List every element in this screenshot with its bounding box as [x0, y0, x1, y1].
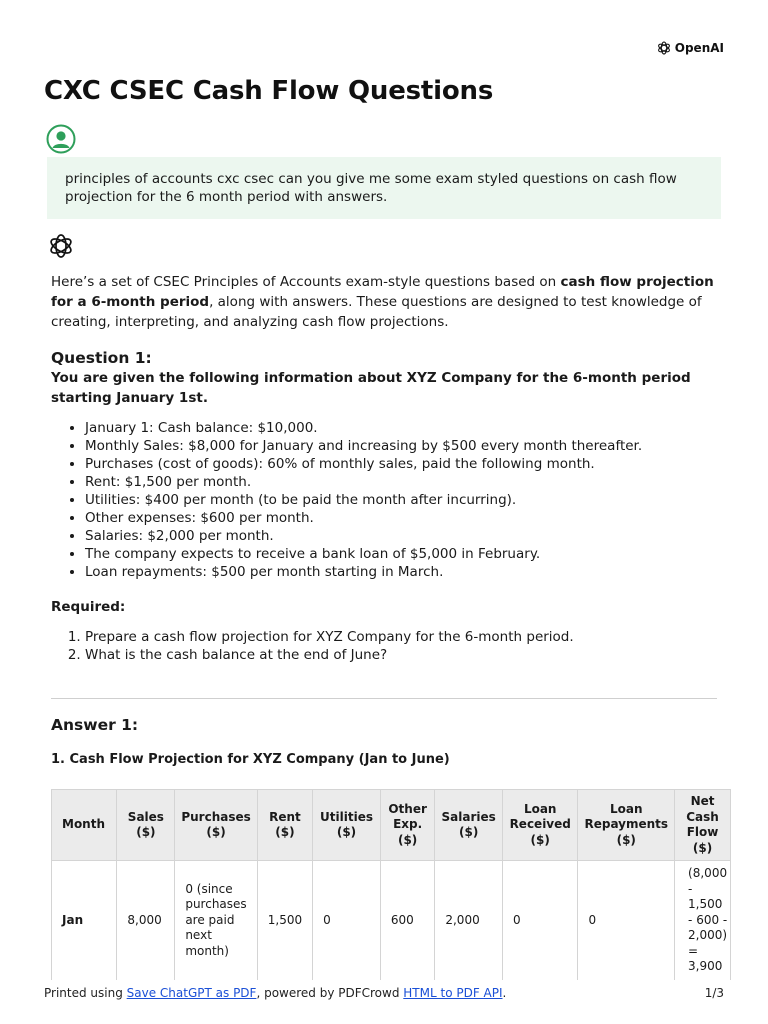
table-header: Salaries ($)	[435, 790, 503, 861]
footer	[44, 986, 724, 1000]
table-header: Loan Received ($)	[502, 790, 578, 861]
table-header: Other Exp. ($)	[380, 790, 434, 861]
footer-credit: Printed using Save ChatGPT as PDF, powered by PDFCrowd HTML to PDF API.	[44, 986, 507, 1000]
question-heading: Question 1:	[51, 349, 152, 367]
table-cell: 0	[502, 861, 578, 981]
answer-heading: Answer 1:	[51, 716, 139, 734]
table-cell: 2,000	[435, 861, 503, 981]
table-header-row	[52, 790, 731, 861]
table-cell: 0	[578, 861, 675, 981]
chatgpt-avatar-icon	[47, 232, 75, 260]
user-avatar-icon	[46, 124, 76, 154]
table-cell: Jan	[52, 861, 117, 981]
table-cell: 8,000	[117, 861, 175, 981]
openai-logo-icon	[656, 40, 672, 56]
table-header: Rent ($)	[257, 790, 312, 861]
list-item: • Other expenses: $600 per month.	[85, 509, 721, 527]
list-item: • Monthly Sales: $8,000 for January and increasing by $500 every month thereafter.	[85, 437, 721, 455]
question-text: You are given the following information about XYZ Company for the 6-month period starting January 1st.	[51, 370, 691, 406]
list-item: • Salaries: $2,000 per month.	[85, 527, 721, 545]
openai-brand	[656, 40, 724, 56]
list-item: 1. Prepare a cash flow projection for XYZ Company for the 6-month period.	[85, 628, 721, 646]
table-header: Month	[52, 790, 117, 861]
table-cell: (8,000 - 1,500 - 600 - 2,000) = 3,900	[675, 861, 731, 981]
required-list	[51, 628, 721, 664]
intro-paragraph: Here’s a set of CSEC Principles of Accounts exam-style questions based on cash flow projection for a 6-month period, along with answers. These questions are designed to test knowledge of creating, interpreting, and analyzing cash flow projections.	[51, 274, 714, 330]
table-header: Utilities ($)	[313, 790, 381, 861]
assistant-response	[51, 272, 721, 664]
list-item: • Loan repayments: $500 per month starting in March.	[85, 563, 721, 581]
required-label: Required:	[51, 599, 126, 615]
page-number: 1/3	[704, 986, 724, 1000]
user-message: principles of accounts cxc csec can you give me some exam styled questions on cash flow projection for the 6 month period with answers.	[47, 157, 721, 219]
list-item: • The company expects to receive a bank loan of $5,000 in February.	[85, 545, 721, 563]
table-header: Net Cash Flow ($)	[675, 790, 731, 861]
list-item: • Rent: $1,500 per month.	[85, 473, 721, 491]
table-row	[52, 861, 731, 981]
list-item: • Purchases (cost of goods): 60% of monthly sales, paid the following month.	[85, 455, 721, 473]
brand-name: OpenAI	[674, 41, 724, 55]
list-item: • Utilities: $400 per month (to be paid the month after incurring).	[85, 491, 721, 509]
page-title: CXC CSEC Cash Flow Questions	[44, 76, 494, 106]
table-cell: 0	[313, 861, 381, 981]
table-cell: 600	[380, 861, 434, 981]
table-cell: 0 (since purchases are paid next month)	[175, 861, 257, 981]
list-item: • January 1: Cash balance: $10,000.	[85, 419, 721, 437]
html-to-pdf-api-link[interactable]: HTML to PDF API	[403, 986, 503, 1000]
list-item: 2. What is the cash balance at the end of June?	[85, 646, 721, 664]
cashflow-table-container	[51, 789, 731, 980]
table-header: Loan Repayments ($)	[578, 790, 675, 861]
table-cell: 1,500	[257, 861, 312, 981]
divider	[51, 698, 717, 699]
table-header: Purchases ($)	[175, 790, 257, 861]
table-header: Sales ($)	[117, 790, 175, 861]
cashflow-heading: 1. Cash Flow Projection for XYZ Company (Jan to June)	[51, 752, 450, 767]
cashflow-table	[51, 789, 731, 980]
info-list	[51, 419, 721, 581]
save-chatgpt-pdf-link[interactable]: Save ChatGPT as PDF	[126, 986, 257, 1000]
